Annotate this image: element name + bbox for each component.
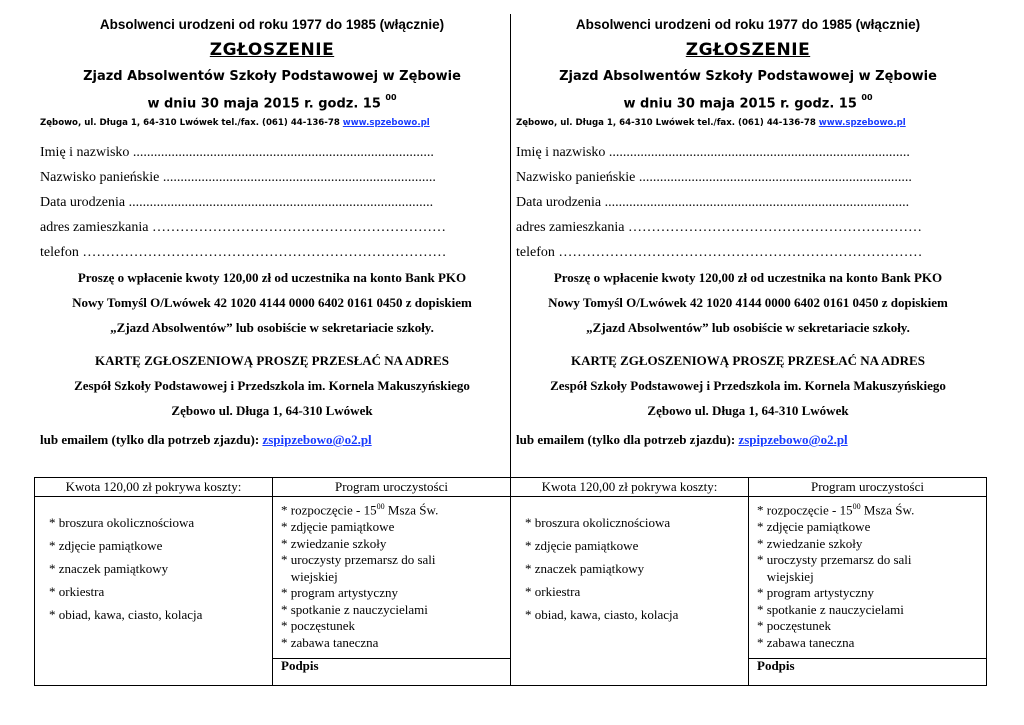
program-list <box>749 497 987 659</box>
name-field[interactable]: Imię i nazwisko ...................................................................................... <box>516 145 910 160</box>
list-item: * broszura okolicznościowa <box>525 515 671 530</box>
event-name: Zjazd Absolwentów Szkoły Podstawowej w Zębowie <box>83 69 461 84</box>
event-date: w dniu 30 maja 2015 r. godz. 15 $^{00}$ <box>623 93 873 112</box>
list-item: * orkiestra <box>525 584 581 599</box>
form-title: ZGŁOSZENIE <box>209 40 335 60</box>
website-link[interactable]: www.spzebowo.pl <box>818 118 906 128</box>
list-item: * program artystyczny <box>757 585 874 601</box>
event-name: Zjazd Absolwentów Szkoły Podstawowej w Zębowie <box>559 69 937 84</box>
program-header: Program uroczystości <box>749 478 987 497</box>
email-line: lub emailem (tylko dla potrzeb zjazdu): zspipzebowo@o2.pl <box>516 432 848 447</box>
website-link[interactable]: www.spzebowo.pl <box>342 118 430 128</box>
costs-list <box>511 497 749 686</box>
list-item: * program artystyczny <box>281 585 398 601</box>
email-link[interactable]: zspipzebowo@o2.pl <box>262 432 372 447</box>
program-list <box>273 497 511 659</box>
list-item: * zdjęcie pamiątkowe <box>49 538 163 553</box>
list-item: * poczęstunek <box>757 618 832 634</box>
list-item: * zabawa taneczna <box>281 635 379 651</box>
list-item: * zwiedzanie szkoły <box>281 535 387 551</box>
list-item: * rozpoczęcie - $15^{00}$ Msza Św. <box>757 502 915 518</box>
list-item: * obiad, kawa, ciasto, kolacja <box>525 607 679 622</box>
email-line: lub emailem (tylko dla potrzeb zjazdu): zspipzebowo@o2.pl <box>40 432 372 447</box>
eligibility-line: Absolwenci urodzeni od roku 1977 do 1985 (włącznie) <box>575 17 921 32</box>
list-item: * orkiestra <box>49 584 105 599</box>
birth-date-field[interactable]: Data urodzenia ....................................................................................... <box>40 195 434 210</box>
payment-info: Proszę o wpłacenie kwoty 120,00 zł od uczestnika na konto Bank PKO Nowy Tomyśl O/Lwówek 42 1020 4144 0000 6402 0161 0450 z dopiskiem „Zjazd Absolwentów” lub osobiście w sekretariacie szkoły. <box>548 270 948 335</box>
send-address: KARTĘ ZGŁOSZENIOWĄ PROSZĘ PRZESŁAĆ NA ADRES Zespół Szkoły Podstawowej i Przedszkola im. Kornela Makuszyńskiego Zębowo ul. Długa 1, 64-310 Lwówek <box>74 353 470 418</box>
payment-info: Proszę o wpłacenie kwoty 120,00 zł od uczestnika na konto Bank PKO Nowy Tomyśl O/Lwówek 42 1020 4144 0000 6402 0161 0450 z dopiskiem „Zjazd Absolwentów” lub osobiście w sekretariacie szkoły. <box>72 270 472 335</box>
list-item: * spotkanie z nauczycielami <box>281 601 428 617</box>
send-address: KARTĘ ZGŁOSZENIOWĄ PROSZĘ PRZESŁAĆ NA ADRES Zespół Szkoły Podstawowej i Przedszkola im. Kornela Makuszyńskiego Zębowo ul. Długa 1, 64-310 Lwówek <box>550 353 946 418</box>
costs-header: Kwota 120,00 zł pokrywa koszty: <box>35 478 273 497</box>
address-field[interactable]: adres zamieszkania ……………………………………………………… <box>516 220 922 235</box>
table-body-row <box>35 497 987 659</box>
list-item: * poczęstunek <box>281 618 356 634</box>
registration-sheet <box>34 14 986 686</box>
list-item: * spotkanie z nauczycielami <box>757 601 904 617</box>
form-title: ZGŁOSZENIE <box>685 40 811 60</box>
address-field[interactable]: adres zamieszkania ……………………………………………………… <box>40 220 446 235</box>
birth-date-field[interactable]: Data urodzenia ....................................................................................... <box>516 195 910 210</box>
list-item: * zdjęcie pamiątkowe <box>281 518 395 534</box>
list-item: * zdjęcie pamiątkowe <box>757 518 871 534</box>
list-item: * zdjęcie pamiątkowe <box>525 538 639 553</box>
form-copy-right <box>510 14 986 452</box>
school-contact: Zębowo, ul. Długa 1, 64-310 Lwówek tel./fax. (061) 44-136-78 www.spzebowo.pl <box>516 118 906 128</box>
list-item: * znaczek pamiątkowy <box>49 561 169 576</box>
form-copy-left <box>34 14 510 452</box>
school-contact: Zębowo, ul. Długa 1, 64-310 Lwówek tel./fax. (061) 44-136-78 www.spzebowo.pl <box>40 118 430 128</box>
signature-field[interactable]: Podpis <box>749 659 987 686</box>
program-header: Program uroczystości <box>273 478 511 497</box>
list-item: * uroczysty przemarsz do sali <box>757 552 912 568</box>
list-item: * obiad, kawa, ciasto, kolacja <box>49 607 203 622</box>
event-date: w dniu 30 maja 2015 r. godz. 15 $^{00}$ <box>147 93 397 112</box>
eligibility-line: Absolwenci urodzeni od roku 1977 do 1985 (włącznie) <box>99 17 445 32</box>
email-link[interactable]: zspipzebowo@o2.pl <box>738 432 848 447</box>
costs-header: Kwota 120,00 zł pokrywa koszty: <box>511 478 749 497</box>
list-item: * rozpoczęcie - $15^{00}$ Msza Św. <box>281 502 439 518</box>
costs-program-table <box>34 477 987 686</box>
personal-fields <box>34 140 510 265</box>
list-item: * znaczek pamiątkowy <box>525 561 645 576</box>
phone-field[interactable]: telefon …………………………………………………………………… <box>516 245 923 260</box>
list-item: * zwiedzanie szkoły <box>757 535 863 551</box>
list-item: wiejskiej <box>281 568 338 584</box>
table-header-row <box>35 478 987 497</box>
maiden-name-field[interactable]: Nazwisko panieńskie .............................................................................. <box>40 170 436 185</box>
list-item: * broszura okolicznościowa <box>49 515 195 530</box>
phone-field[interactable]: telefon …………………………………………………………………… <box>40 245 447 260</box>
name-field[interactable]: Imię i nazwisko ...................................................................................... <box>40 145 434 160</box>
personal-fields <box>510 140 986 265</box>
costs-list <box>35 497 273 686</box>
list-item: * zabawa taneczna <box>757 635 855 651</box>
list-item: wiejskiej <box>757 568 814 584</box>
signature-field[interactable]: Podpis <box>273 659 511 686</box>
list-item: * uroczysty przemarsz do sali <box>281 552 436 568</box>
maiden-name-field[interactable]: Nazwisko panieńskie .............................................................................. <box>516 170 912 185</box>
